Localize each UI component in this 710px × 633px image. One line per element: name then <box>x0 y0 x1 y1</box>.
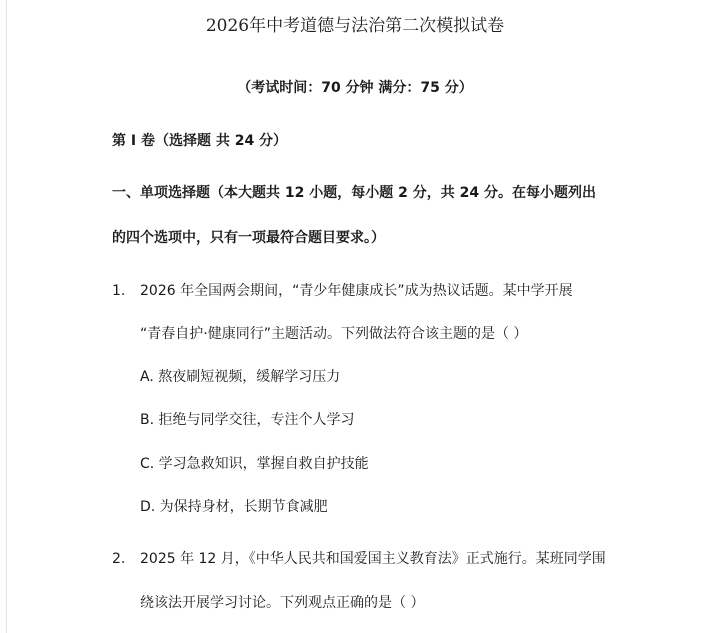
question-1-option-a: A. 熬夜刷短视频，缓解学习压力 <box>140 369 341 385</box>
question-1-stem-line2: “青春自护·健康同行”主题活动。下列做法符合该主题的是（ ） <box>140 326 528 342</box>
question-2-stem-line1: 2025 年 12 月，《中华人民共和国爱国主义教育法》正式施行。某班同学围 <box>140 551 606 567</box>
question-2-stem-line2: 绕该法开展学习讨论。下列观点正确的是（ ） <box>140 595 425 611</box>
question-1-option-d: D. 为保持身材，长期节食减肥 <box>140 499 328 515</box>
section-heading-line2: 的四个选项中，只有一项最符合题目要求。） <box>112 230 385 246</box>
question-1-number: 1. <box>112 283 126 299</box>
section-heading-line1: 一、单项选择题（本大题共 12 小题，每小题 2 分，共 24 分。在每小题列出 <box>112 185 596 201</box>
question-2-number: 2. <box>112 551 126 567</box>
exam-title: 2026年中考道德与法治第二次模拟试卷 <box>205 16 505 36</box>
exam-info: （考试时间：70 分钟 满分：75 分） <box>237 80 473 96</box>
question-1-stem-line1: 2026 年全国两会期间，“青少年健康成长”成为热议话题。某中学开展 <box>140 283 573 299</box>
question-1-option-b: B. 拒绝与同学交往，专注个人学习 <box>140 412 355 428</box>
question-1-option-c: C. 学习急救知识，掌握自救自护技能 <box>140 456 369 472</box>
part-heading: 第 I 卷（选择题 共 24 分） <box>112 133 288 149</box>
